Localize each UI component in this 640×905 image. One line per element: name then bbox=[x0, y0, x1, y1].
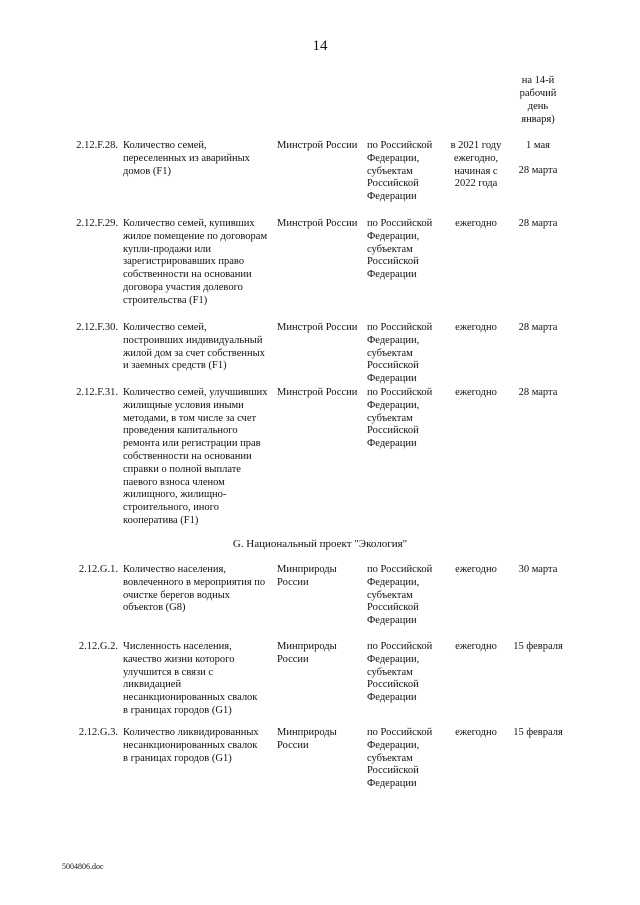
scope-line: Федерации, bbox=[367, 576, 420, 588]
scope-line: Федерации bbox=[367, 191, 417, 203]
row-scope bbox=[367, 641, 439, 705]
scope-line: Российской bbox=[367, 602, 419, 614]
deadline-line: 15 февраля bbox=[513, 641, 563, 652]
frequency-line: ежегодно bbox=[455, 322, 497, 333]
deadline-line: 28 марта bbox=[518, 164, 558, 176]
agency-line: Минприроды bbox=[277, 727, 337, 738]
scope-line: Федерации, bbox=[367, 739, 420, 751]
agency-line: Минприроды bbox=[277, 641, 337, 652]
description-line: справки о полной выплате bbox=[123, 463, 241, 475]
scope-line: Российской bbox=[367, 256, 419, 268]
description-line: качество жизни которого bbox=[123, 653, 235, 665]
scope-line: субъектам bbox=[367, 666, 413, 678]
frequency-line: 2022 года bbox=[454, 178, 498, 190]
row-deadline bbox=[508, 727, 568, 740]
row-agency bbox=[277, 322, 361, 335]
row-frequency bbox=[445, 140, 507, 191]
description-line: переселенных из аварийных bbox=[123, 152, 250, 164]
scope-line: по Российской bbox=[367, 564, 433, 575]
row-scope bbox=[367, 140, 439, 204]
description-line: построивших индивидуальный bbox=[123, 334, 263, 346]
scope-line: субъектам bbox=[367, 243, 413, 255]
row-description bbox=[123, 387, 273, 528]
description-line: строительного, иного bbox=[123, 502, 219, 514]
row-frequency bbox=[445, 727, 507, 740]
section-title: G. Национальный проект "Экология" bbox=[232, 538, 408, 550]
description-line: Количество семей, улучшивших bbox=[123, 387, 268, 398]
scope-line: по Российской bbox=[367, 322, 433, 333]
header-note-line: день bbox=[527, 101, 549, 112]
description-line: Количество ликвидированных bbox=[123, 727, 259, 738]
frequency-line: начиная с bbox=[454, 165, 498, 177]
scope-line: Федерации, bbox=[367, 334, 420, 346]
row-deadline bbox=[508, 140, 568, 178]
deadline-line: 15 февраля bbox=[513, 727, 563, 738]
row-frequency bbox=[445, 641, 507, 654]
description-line: собственности на основании bbox=[123, 269, 252, 281]
agency-line: Минстрой России bbox=[277, 387, 358, 398]
row-deadline bbox=[508, 641, 568, 654]
row-agency bbox=[277, 140, 361, 153]
description-line: проведения капитального bbox=[123, 425, 238, 437]
deadline-line: 1 мая bbox=[526, 140, 550, 151]
scope-line: Федерации bbox=[367, 373, 417, 385]
scope-line: Российской bbox=[367, 765, 419, 777]
document-footer: 5004806.doc bbox=[62, 862, 104, 871]
row-description bbox=[123, 140, 273, 178]
row-number: 2.12.F.29. bbox=[76, 218, 118, 229]
row-number: 2.12.G.2. bbox=[78, 641, 118, 652]
description-line: жилое помещение по договорам bbox=[123, 230, 268, 242]
row-agency bbox=[277, 218, 361, 231]
deadline-line: 30 марта bbox=[518, 564, 558, 575]
row-deadline bbox=[508, 564, 568, 577]
row-agency bbox=[277, 641, 361, 667]
scope-line: Федерации, bbox=[367, 230, 420, 242]
description-line: жилой дом за счет собственных bbox=[123, 347, 265, 359]
description-line: в границах городов (G1) bbox=[123, 752, 232, 764]
description-line: несанкционированных свалок bbox=[123, 692, 258, 704]
scope-line: Российской bbox=[367, 679, 419, 691]
row-frequency bbox=[445, 218, 507, 231]
frequency-line: ежегодно bbox=[455, 564, 497, 575]
description-line: Количество семей, купивших bbox=[123, 218, 255, 229]
description-line: очистке берегов водных bbox=[123, 589, 231, 601]
frequency-line: ежегодно, bbox=[453, 152, 499, 164]
description-line: в границах городов (G1) bbox=[123, 704, 232, 716]
scope-line: по Российской bbox=[367, 727, 433, 738]
scope-line: субъектам bbox=[367, 589, 413, 601]
row-agency bbox=[277, 564, 361, 590]
row-frequency bbox=[445, 322, 507, 335]
row-number: 2.12.F.30. bbox=[76, 322, 118, 333]
description-line: Численность населения, bbox=[123, 641, 232, 652]
description-line: несанкционированных свалок bbox=[123, 739, 258, 751]
scope-line: Федерации, bbox=[367, 399, 420, 411]
description-line: ликвидацией bbox=[123, 679, 182, 691]
row-deadline bbox=[508, 322, 568, 335]
row-number: 2.12.F.28. bbox=[76, 140, 118, 151]
description-line: вовлеченного в мероприятия по bbox=[123, 576, 266, 588]
description-line: купли-продажи или bbox=[123, 243, 211, 255]
row-agency bbox=[277, 727, 361, 753]
row-description bbox=[123, 641, 273, 718]
description-line: и заемных средств (F1) bbox=[123, 360, 227, 372]
row-description bbox=[123, 218, 273, 308]
row-description bbox=[123, 727, 273, 765]
agency-line: Минстрой России bbox=[277, 322, 358, 333]
row-frequency bbox=[445, 387, 507, 400]
description-line: паевого взноса членом bbox=[123, 476, 225, 488]
scope-line: Федерации bbox=[367, 269, 417, 281]
scope-line: Федерации, bbox=[367, 152, 420, 164]
scope-line: Федерации bbox=[367, 778, 417, 790]
agency-line: России bbox=[277, 739, 309, 751]
scope-line: субъектам bbox=[367, 752, 413, 764]
description-line: улучшится в связи с bbox=[123, 666, 214, 678]
header-note-line: рабочий bbox=[519, 88, 557, 99]
row-scope bbox=[367, 218, 439, 282]
row-description bbox=[123, 322, 273, 373]
row-scope bbox=[367, 564, 439, 628]
scope-line: субъектам bbox=[367, 165, 413, 177]
header-note-line: января) bbox=[521, 114, 555, 125]
scope-line: Российской bbox=[367, 425, 419, 437]
scope-line: Федерации, bbox=[367, 653, 420, 665]
description-line: домов (F1) bbox=[123, 165, 171, 177]
description-line: методами, в том числе за счет bbox=[123, 412, 257, 424]
row-number: 2.12.G.1. bbox=[78, 564, 118, 575]
description-line: жилищные условия иными bbox=[123, 399, 244, 411]
description-line: кооператива (F1) bbox=[123, 514, 199, 526]
agency-line: Минстрой России bbox=[277, 218, 358, 229]
description-line: зарегистрировавших право bbox=[123, 256, 245, 268]
frequency-line: ежегодно bbox=[455, 387, 497, 398]
deadline-line: 28 марта bbox=[518, 387, 558, 398]
deadline-line: 28 марта bbox=[518, 322, 558, 333]
scope-line: Федерации bbox=[367, 438, 417, 450]
header-note bbox=[508, 74, 568, 126]
row-frequency bbox=[445, 564, 507, 577]
description-line: собственности на основании bbox=[123, 450, 252, 462]
scope-line: по Российской bbox=[367, 218, 433, 229]
scope-line: Федерации bbox=[367, 615, 417, 627]
agency-line: России bbox=[277, 653, 309, 665]
scope-line: субъектам bbox=[367, 412, 413, 424]
page-number: 14 bbox=[312, 38, 328, 54]
row-scope bbox=[367, 387, 439, 451]
description-line: Количество населения, bbox=[123, 564, 226, 575]
description-line: ремонта или регистрации прав bbox=[123, 438, 261, 450]
description-line: Количество семей, bbox=[123, 140, 207, 151]
scope-line: по Российской bbox=[367, 140, 433, 151]
agency-line: Минприроды bbox=[277, 564, 337, 575]
scope-line: по Российской bbox=[367, 387, 433, 398]
agency-line: Минстрой России bbox=[277, 140, 358, 151]
scope-line: Российской bbox=[367, 360, 419, 372]
row-scope bbox=[367, 727, 439, 791]
frequency-line: ежегодно bbox=[455, 218, 497, 229]
row-agency bbox=[277, 387, 361, 400]
row-deadline bbox=[508, 387, 568, 400]
description-line: строительства (F1) bbox=[123, 294, 208, 306]
agency-line: России bbox=[277, 576, 309, 588]
frequency-line: ежегодно bbox=[455, 727, 497, 738]
header-note-line: на 14-й bbox=[521, 75, 555, 86]
description-line: договора участия долевого bbox=[123, 281, 243, 293]
row-number: 2.12.F.31. bbox=[76, 387, 118, 398]
row-description bbox=[123, 564, 273, 615]
frequency-line: в 2021 году bbox=[450, 140, 502, 151]
row-scope bbox=[367, 322, 439, 386]
scope-line: по Российской bbox=[367, 641, 433, 652]
scope-line: Российской bbox=[367, 178, 419, 190]
description-line: Количество семей, bbox=[123, 322, 207, 333]
deadline-line: 28 марта bbox=[518, 218, 558, 229]
scope-line: Федерации bbox=[367, 692, 417, 704]
description-line: объектов (G8) bbox=[123, 602, 186, 614]
frequency-line: ежегодно bbox=[455, 641, 497, 652]
row-deadline bbox=[508, 218, 568, 231]
description-line: жилищного, жилищно- bbox=[123, 489, 227, 501]
scope-line: субъектам bbox=[367, 347, 413, 359]
row-number: 2.12.G.3. bbox=[78, 727, 118, 738]
